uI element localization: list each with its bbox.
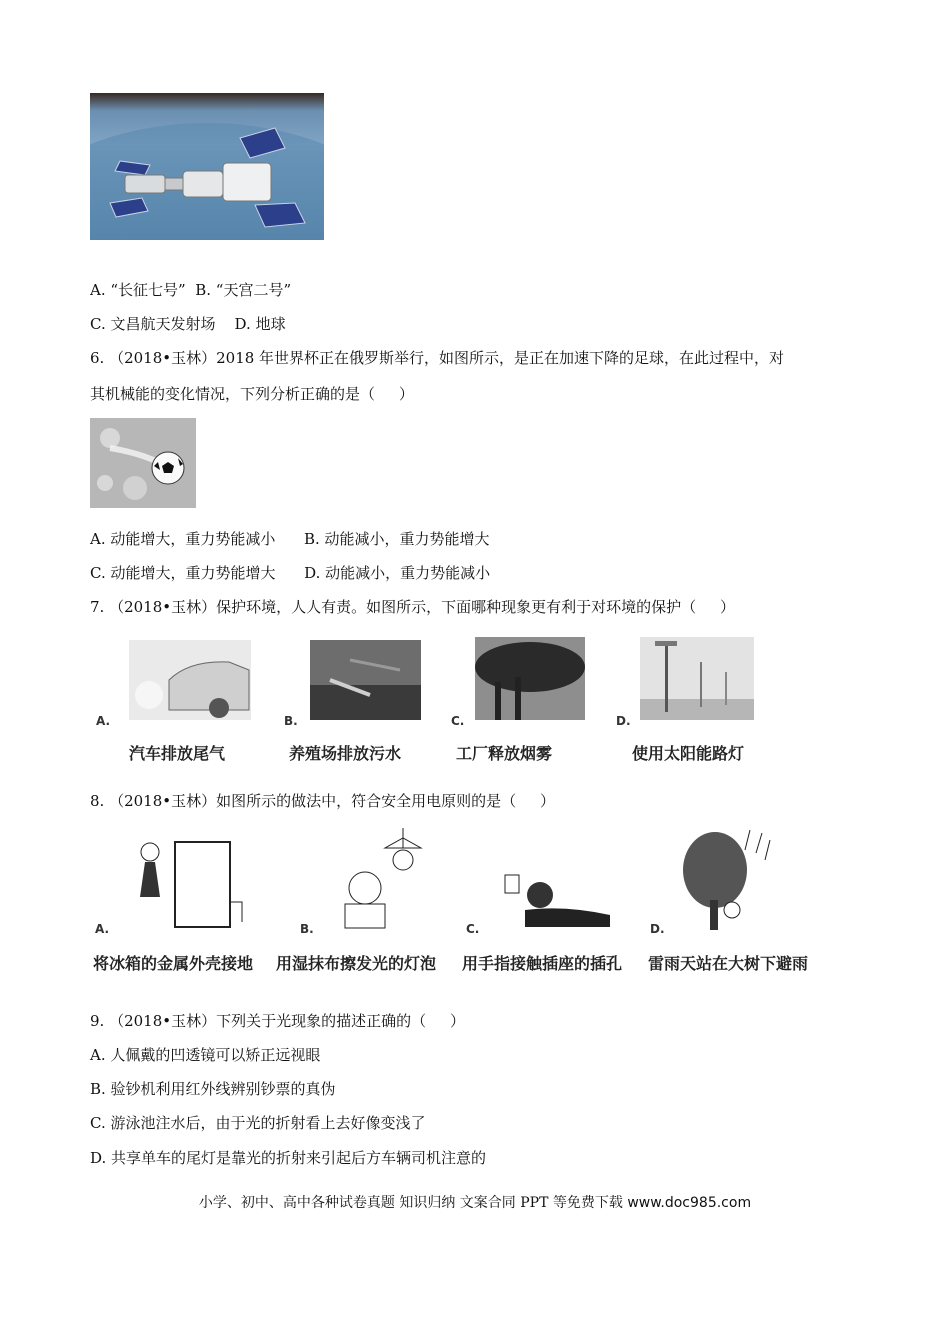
q8-caption-d: 雷雨天站在大树下避雨 [648, 954, 809, 973]
page-footer [0, 1192, 950, 1212]
q9-option-b: B. 验钞机利用红外线辨别钞票的真伪 [90, 1080, 336, 1098]
q7-caption-b: 养殖场排放污水 [289, 744, 402, 763]
soccer-ball-image [90, 418, 196, 508]
q9-option-d: D. 共享单车的尾灯是靠光的折射来引起后方车辆司机注意的 [90, 1149, 487, 1167]
q7-letter-c: C. [451, 714, 465, 728]
q6-stem-line1: 6. （2018•玉林）2018 年世界杯正在俄罗斯举行，如图所示，是正在加速下降的足球，在此过程中，对 [90, 349, 785, 367]
footer-text: 小学、初中、高中各种试卷真题 知识归纳 文案合同 PPT 等免费下载 [198, 1195, 628, 1211]
q7-image-car-exhaust [129, 640, 251, 720]
q7-image-factory-smoke [475, 637, 585, 720]
q5-options-line1: A. “长征七号” B. “天宫二号” [90, 281, 292, 299]
q7-letter-a: A. [96, 714, 111, 728]
q8-image-fridge-grounding [120, 832, 250, 932]
q6-stem-line2: 其机械能的变化情况，下列分析正确的是（ ） [90, 385, 414, 403]
q8-caption-c: 用手指接触插座的插孔 [462, 954, 623, 973]
q8-letter-b: B. [300, 922, 314, 936]
q8-image-tree-lightning [670, 825, 780, 931]
q6-options-line1: A. 动能增大，重力势能减小 B. 动能减小，重力势能增大 [90, 530, 490, 548]
q7-caption-a: 汽车排放尾气 [129, 744, 226, 763]
q6-options-line2: C. 动能增大，重力势能增大 D. 动能减小，重力势能减小 [90, 564, 491, 582]
q8-letter-a: A. [95, 922, 110, 936]
q8-stem: 8. （2018•玉林）如图所示的做法中，符合安全用电原则的是（ ） [90, 792, 555, 810]
q7-stem: 7. （2018•玉林）保护环境，人人有责。如图所示，下面哪种现象更有利于对环境的保护（ ） [90, 598, 735, 616]
q7-letter-b: B. [284, 714, 298, 728]
q9-option-a: A. 人佩戴的凹透镜可以矫正远视眼 [90, 1046, 321, 1064]
q8-letter-c: C. [466, 922, 480, 936]
q8-image-finger-socket [485, 855, 615, 931]
q7-image-solar-lights [640, 637, 754, 720]
q7-caption-d: 使用太阳能路灯 [632, 744, 745, 763]
space-station-image [90, 93, 324, 240]
q8-caption-b: 用湿抹布擦发光的灯泡 [276, 954, 437, 973]
q5-options-line2: C. 文昌航天发射场 D. 地球 [90, 315, 286, 333]
q8-letter-d: D. [650, 922, 665, 936]
q7-caption-c: 工厂释放烟雾 [456, 744, 553, 763]
q7-letter-d: D. [616, 714, 631, 728]
q8-image-wet-cloth-bulb [325, 828, 445, 932]
q9-option-c: C. 游泳池注水后，由于光的折射看上去好像变浅了 [90, 1114, 426, 1132]
footer-url[interactable]: www.doc985.com [627, 1195, 752, 1211]
q8-caption-a: 将冰箱的金属外壳接地 [93, 954, 254, 973]
q7-image-sewage [310, 640, 421, 720]
q9-stem: 9. （2018•玉林）下列关于光现象的描述正确的（ ） [90, 1012, 465, 1030]
